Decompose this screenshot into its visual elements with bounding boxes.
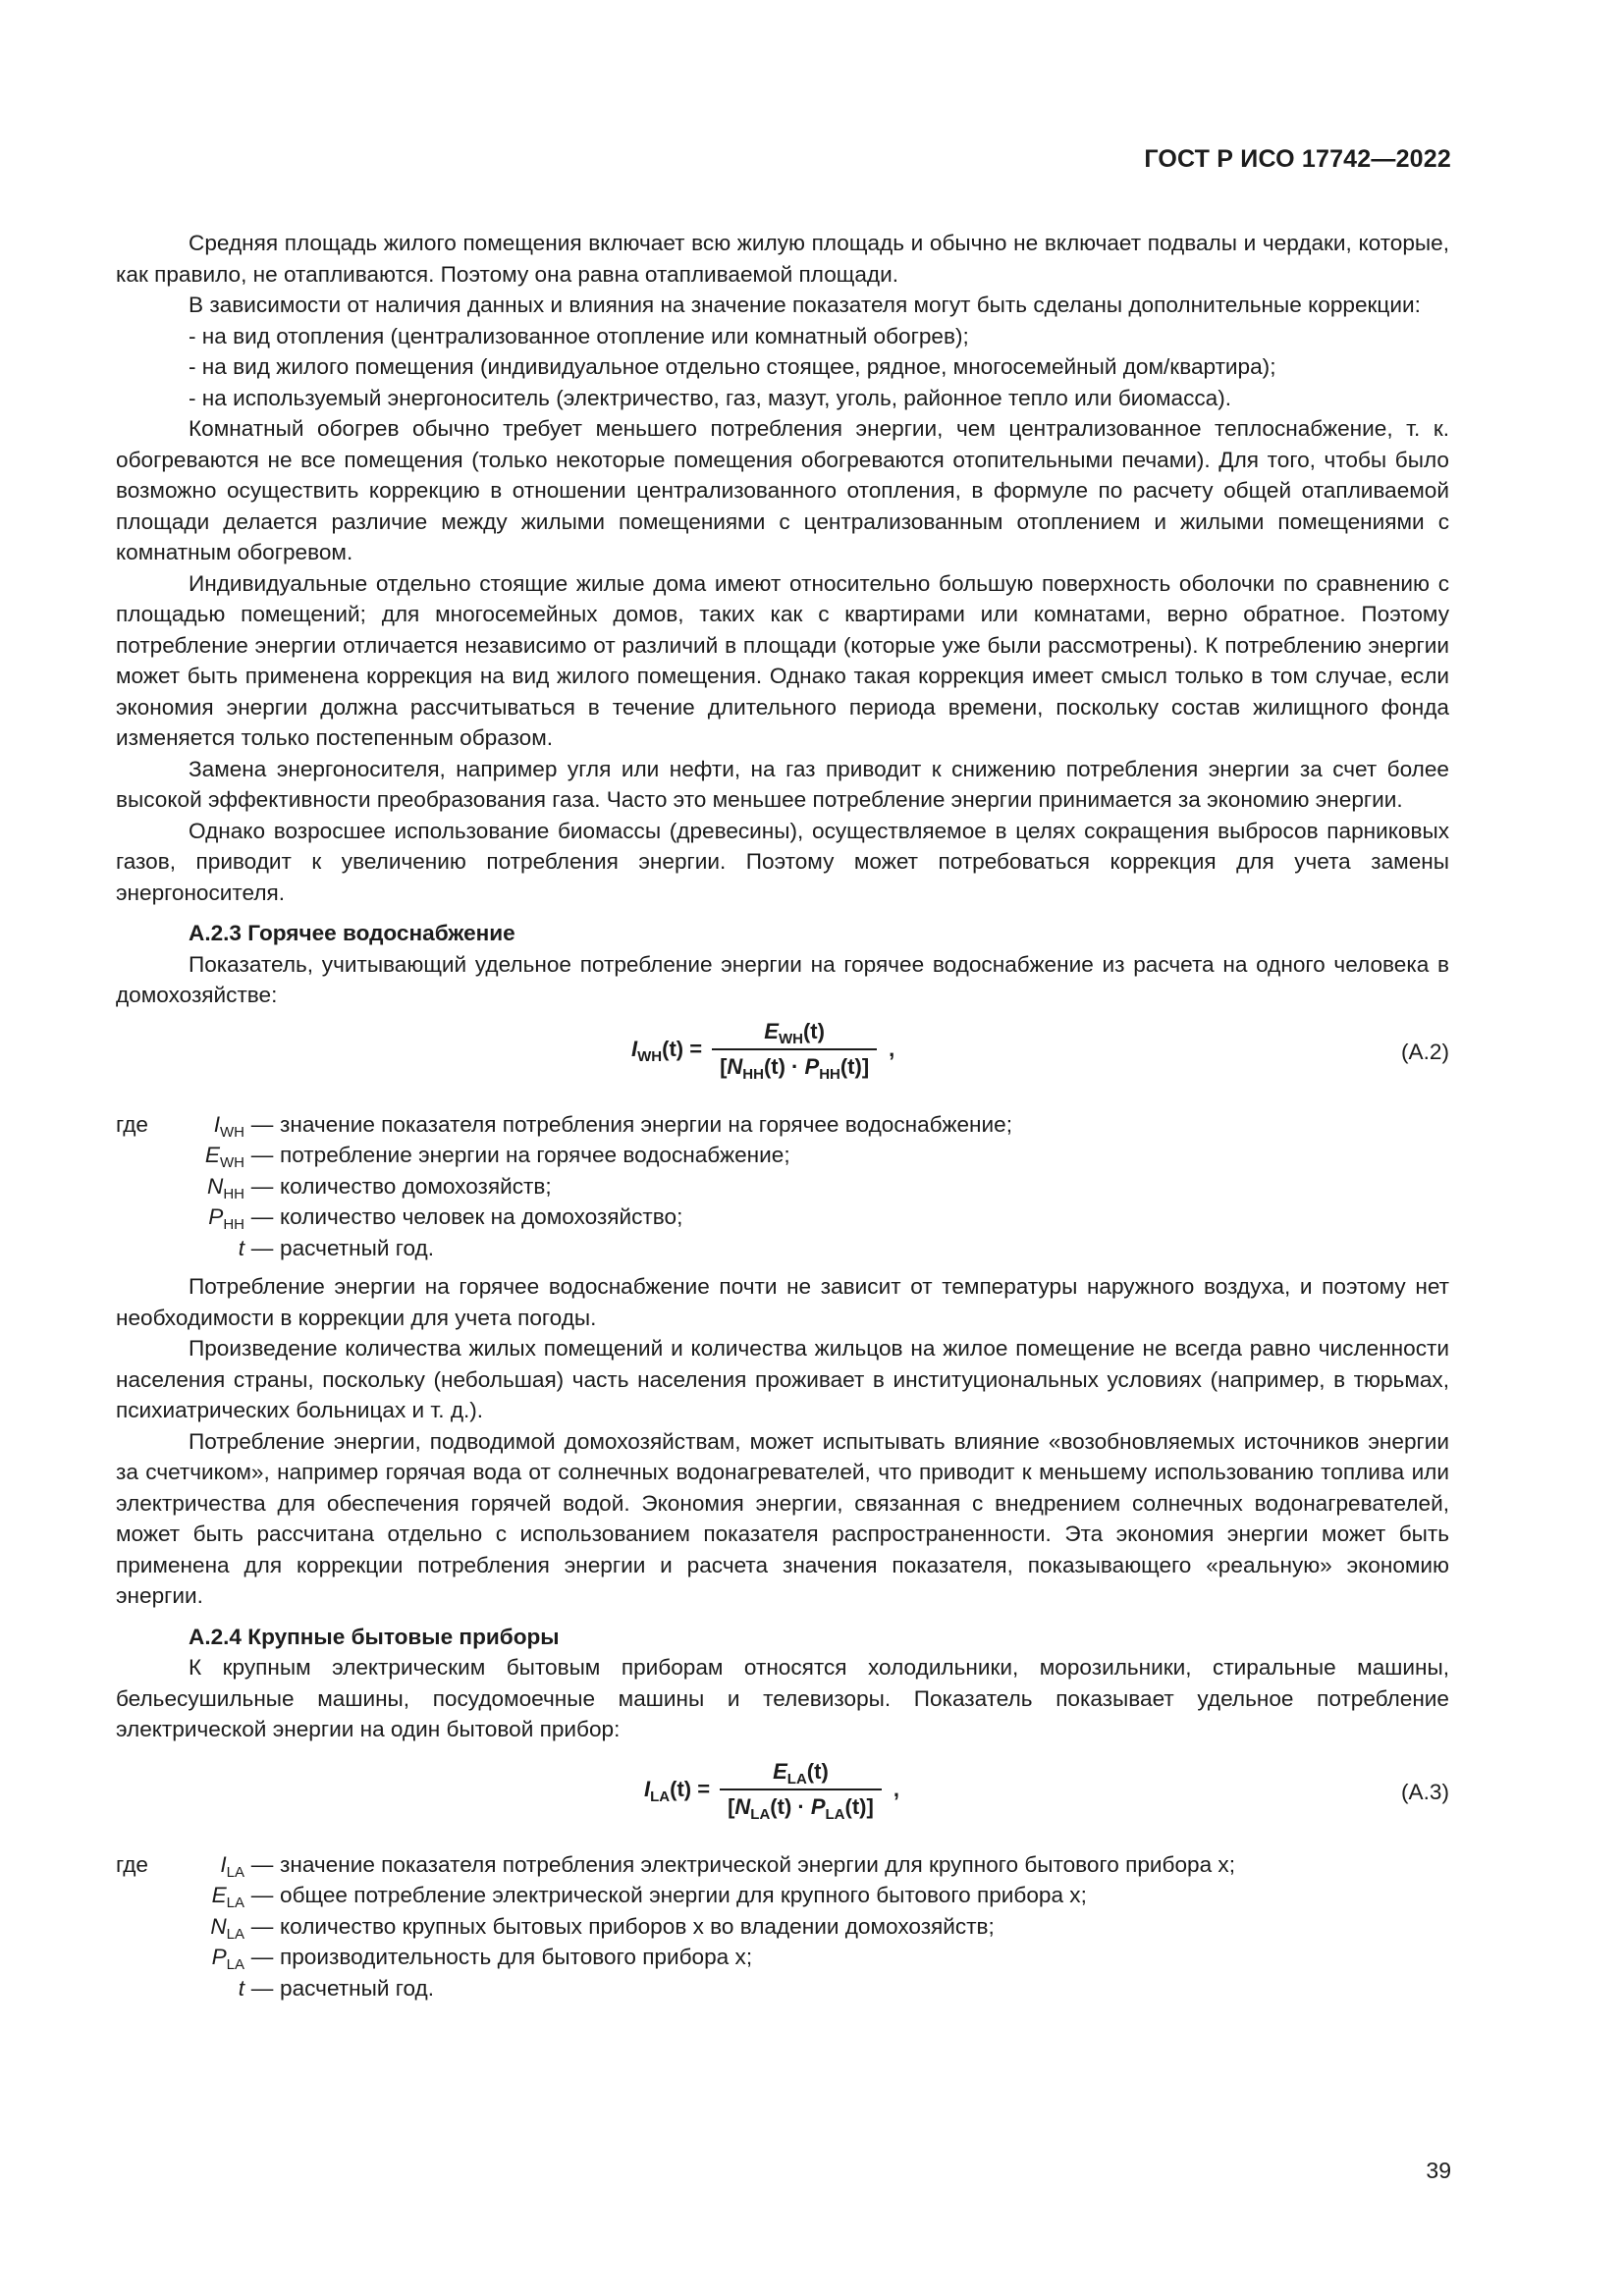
where-item: $N_{HH}$ — количество домохозяйств;: [207, 1173, 552, 1202]
where-item: где $I_{LA}$ — значение показателя потребления электрической энергии для крупного бытового прибора x;: [116, 1849, 1449, 1881]
list-item: - на вид отопления (централизованное отопление или комнатный обогрев);: [189, 323, 969, 348]
paragraph: Потребление энергии на горячее водоснабжение почти не зависит от температуры наружного воздуха, и поэтому нет необходимости в коррекции для учета погоды.: [116, 1274, 1449, 1330]
formula-numerator: $E_{LA}(t)$: [773, 1758, 829, 1788]
formula-expression: $I_{LA}(t)$ = $\frac{E_{LA}(t)}{[N_{LA}(t) \cdot P_{LA}(t)]}$ ,: [644, 1758, 899, 1823]
equation-number: (А.3): [1401, 1779, 1449, 1804]
paragraph: Комнатный обогрев обычно требует меньшего потребления энергии, чем централизованное теплоснабжение, т. к. обогреваются не все помещения (только некоторые помещения обогреваются отопительными печами). Для того, чтобы было возможно осуществить коррекцию в отношении централизованного отопления, в формуле по расчету общей отапливаемой площади делается различие между жилыми помещениями с централизованным отоплением и жилыми помещениями с комнатным обогревом.: [116, 416, 1449, 564]
paragraph: В зависимости от наличия данных и влияния на значение показателя могут быть сделаны дополнительные коррекции:: [189, 293, 1421, 317]
where-item: t — расчетный год.: [238, 1235, 434, 1260]
where-item: $P_{HH}$ — количество человек на домохозяйство;: [208, 1204, 683, 1233]
formula-numerator: $E_{WH}(t)$: [764, 1018, 825, 1047]
where-list: [116, 1849, 1449, 2004]
where-item: t — расчетный год.: [238, 1975, 434, 2001]
page-content: [116, 228, 1449, 2007]
paragraph: Произведение количества жилых помещений и количества жильцов на жилое помещение не всегда равно численности населения страны, поскольку (небольшая) часть населения проживает в институциональных условиях (например, в тюрьмах, психиатрических больницах и т. д.).: [116, 1336, 1449, 1422]
paragraph: Замена энергоносителя, например угля или нефти, на газ приводит к снижению потребления энергии за счет более высокой эффективности преобразования газа. Часто это меньшее потребление энергии принимается за экономию энергии.: [116, 756, 1449, 812]
formula-fraction: [720, 1757, 882, 1822]
where-list: [116, 1109, 1449, 1264]
where-item: $N_{LA}$ — количество крупных бытовых приборов x во владении домохозяйств;: [210, 1913, 995, 1943]
formula-a3: [116, 1753, 1449, 1843]
paragraph: Однако возросшее использование биомассы (древесины), осуществляемое в целях сокращения выбросов парниковых газов, приводит к увеличению потребления энергии. Поэтому может потребоваться коррекция для учета замены энергоносителя.: [116, 818, 1449, 905]
formula-denominator: $[N_{HH}(t) \cdot P_{HH}(t)]$: [720, 1053, 870, 1083]
where-item: $E_{WH}$ — потребление энергии на горячее водоснабжение;: [204, 1143, 790, 1171]
where-label: где: [116, 1851, 148, 1877]
paragraph: К крупным электрическим бытовым приборам относятся холодильники, морозильники, стиральные машины, бельесушильные машины, посудомоечные машины и телевизоры. Показатель показывает удельное потребление электрической энергии на один бытовой прибор:: [116, 1655, 1449, 1741]
list-item: - на используемый энергоноситель (электричество, газ, мазут, уголь, районное тепло или биомасса).: [189, 385, 1232, 410]
page-number: 39: [1426, 2158, 1451, 2183]
section-heading: А.2.3 Горячее водоснабжение: [189, 921, 515, 945]
formula-fraction: [712, 1017, 877, 1082]
formula-lhs: $I_{LA}(t)$ =: [644, 1776, 711, 1805]
where-item: $P_{LA}$ — производительность для бытового прибора x;: [211, 1945, 753, 1973]
formula-a2: [116, 1013, 1449, 1103]
equation-number: (А.2): [1401, 1039, 1449, 1064]
document-header: ГОСТ Р ИСО 17742—2022: [1144, 145, 1451, 173]
list-item: - на вид жилого помещения (индивидуальное отдельно стоящее, рядное, многосемейный дом/квартира);: [189, 354, 1276, 379]
section-heading: А.2.4 Крупные бытовые приборы: [189, 1624, 560, 1649]
paragraph: Показатель, учитывающий удельное потребление энергии на горячее водоснабжение из расчета на одного человека в домохозяйстве:: [116, 951, 1449, 1007]
where-item: где $I_{WH}$ — значение показателя потребления энергии на горячее водоснабжение;: [116, 1109, 1449, 1141]
formula-denominator: $[N_{LA}(t) \cdot P_{LA}(t)]$: [728, 1793, 874, 1823]
formula-expression: $I_{WH}(t)$ = $\frac{E_{WH}(t)}{[N_{HH}(t) \cdot P_{HH}(t)]}$ ,: [631, 1018, 895, 1083]
paragraph: Средняя площадь жилого помещения включает всю жилую площадь и обычно не включает подвалы и чердаки, которые, как правило, не отапливаются. Поэтому она равна отапливаемой площади.: [116, 231, 1449, 287]
where-label: где: [116, 1111, 148, 1137]
formula-lhs: $I_{WH}(t)$ =: [631, 1036, 703, 1065]
paragraph: Индивидуальные отдельно стоящие жилые дома имеют относительно большую поверхность оболочки по сравнению с площадью помещений; для многосемейных домов, таких как с квартирами или комнатами, верно обратное. Поэтому потребление энергии отличается независимо от различий в площади (которые уже были рассмотрены). К потреблению энергии может быть применена коррекция на вид жилого помещения. Однако такая коррекция имеет смысл только в том случае, если экономия энергии должна рассчитываться в течение длительного периода времени, поскольку состав жилищного фонда изменяется только постепенным образом.: [116, 570, 1449, 750]
paragraph: Потребление энергии, подводимой домохозяйствам, может испытывать влияние «возобновляемых источников энергии за счетчиком», например горячая вода от солнечных водонагревателей, что приводит к меньшему использованию топлива или электричества для обеспечения горячей водой. Экономия энергии, связанная с внедрением солнечных водонагревателей, может быть рассчитана отдельно с использованием показателя распространенности. Эта экономия энергии может быть применена для коррекции потребления энергии и расчета значения показателя, показывающего «реальную» экономию энергии.: [116, 1428, 1449, 1608]
where-item: $E_{LA}$ — общее потребление электрической энергии для крупного бытового прибора x;: [211, 1883, 1087, 1911]
